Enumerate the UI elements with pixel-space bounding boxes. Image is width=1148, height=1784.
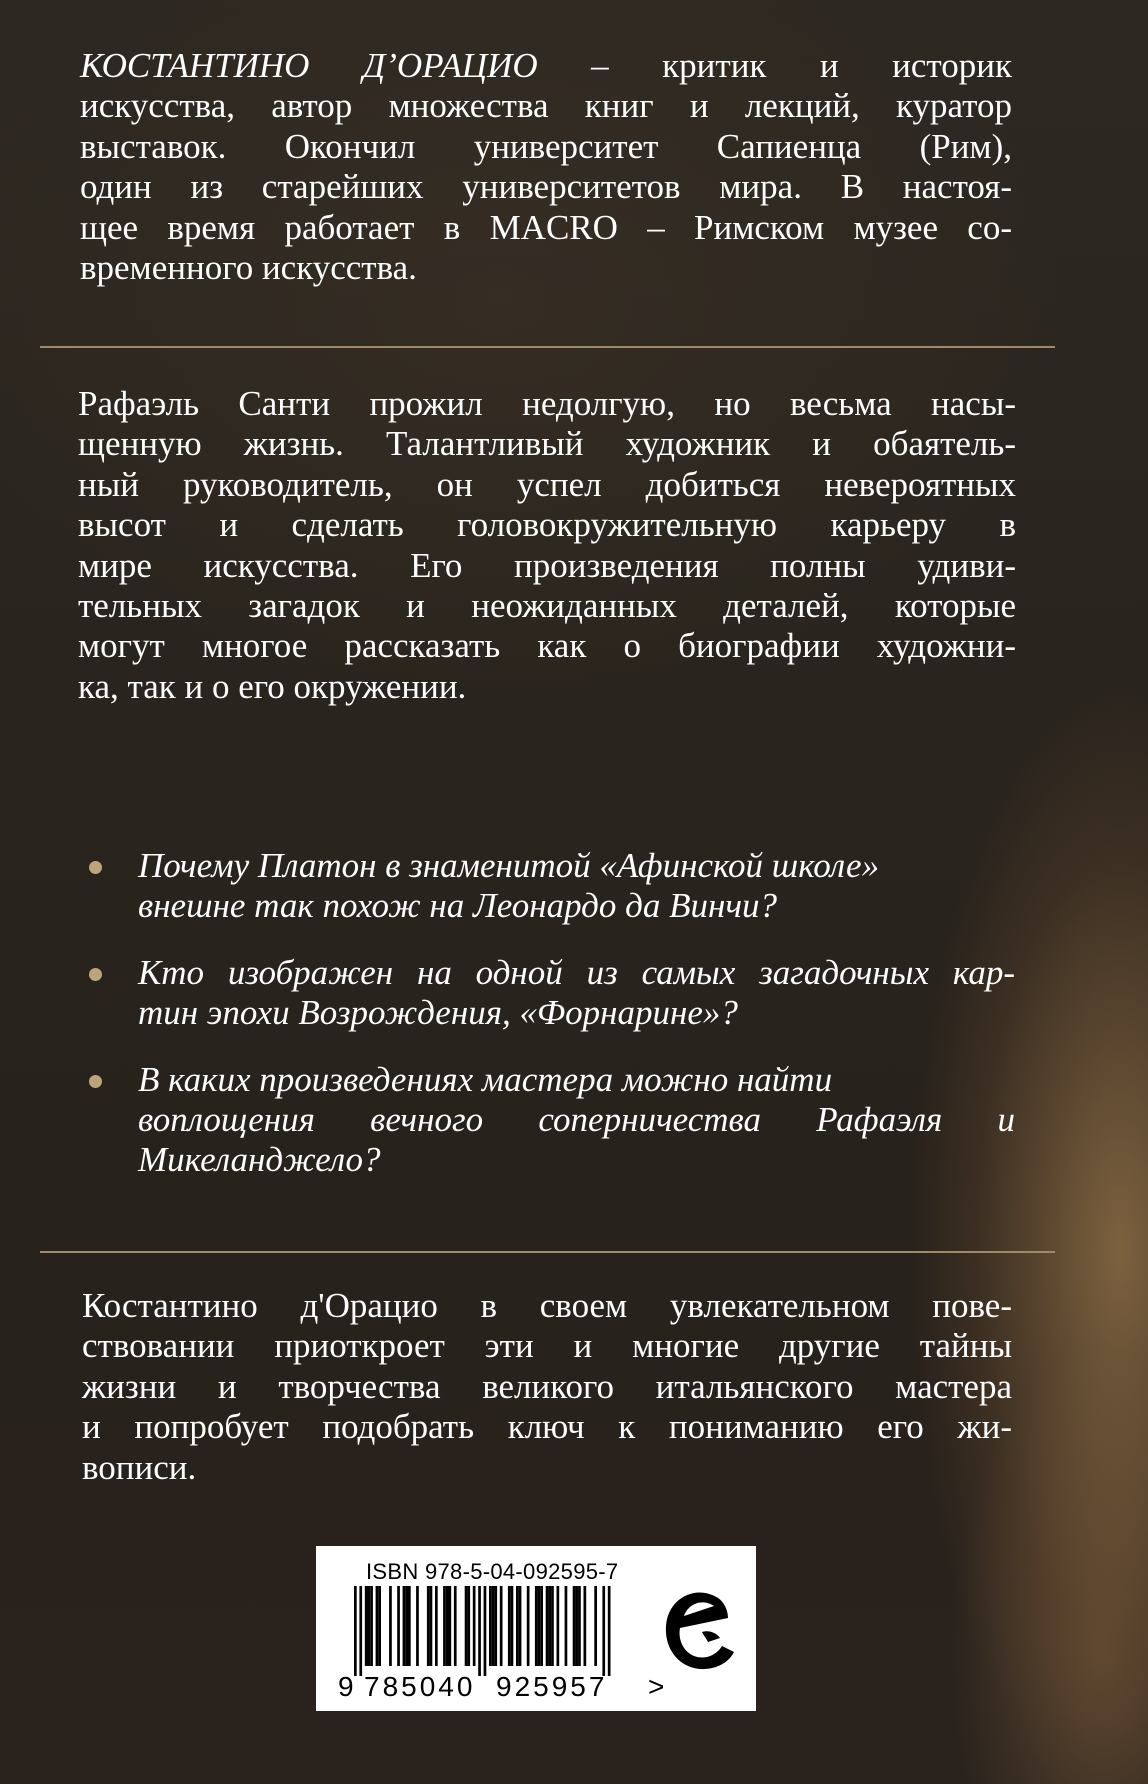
barcode-bar [443,1586,446,1666]
desc-line-3: ный руководитель, он успел добиться невероятных [78,464,1016,504]
barcode-digit-first: 9 [338,1671,354,1702]
barcode-arrow: > [648,1671,665,1702]
question-item: В каких произведениях мастера можно найти воплощения вечного соперничества Рафаэля и Микеланджело? [85,1060,1015,1181]
barcode-bar [575,1586,578,1666]
barcode-bar [359,1586,362,1676]
barcode-bar [511,1586,514,1666]
barcode-bar [473,1586,476,1666]
bullet-dot-icon [89,968,102,981]
barcode-bar [376,1586,379,1666]
concl-line-5: вописи. [82,1447,197,1487]
barcode-bar [489,1586,492,1666]
concl-line-2: ствовании приоткроет эти и многие другие тайны [82,1326,1012,1366]
concl-line-4: и попробует подобрать ключ к пониманию его жи- [82,1407,1012,1447]
barcode-bar [508,1586,511,1666]
barcode-bar [405,1586,408,1666]
desc-line-4: высот и сделать головокружительную карьеру в [78,505,1016,545]
barcode-bar [484,1586,487,1676]
concl-line-3: жизни и творчества великого итальянского мастера [82,1366,1012,1406]
barcode-bar [370,1586,373,1666]
barcode-bar [494,1586,497,1666]
barcode-bar [435,1586,438,1666]
barcode-bar [449,1586,452,1666]
author-bio [80,46,1012,288]
barcode-bar [430,1586,433,1666]
desc-line-2: щенную жизнь. Талантливый художник и обаятель- [78,424,1016,464]
barcode-bar [408,1586,411,1666]
desc-line-7: могут многое рассказать как о биографии художни- [78,626,1016,666]
concl-line-1: Костантино д'Орацио в своем увлекательном пове- [82,1286,1012,1325]
barcode-bar [584,1586,587,1666]
barcode-bar [467,1586,470,1666]
barcode-bar [548,1586,551,1666]
bio-line-6: временного искусства. [80,248,417,288]
description [78,384,1016,707]
barcode-digits-left: 785040 [364,1671,476,1702]
divider-top [40,346,1055,348]
bio-line-3: выставок. Окончил университет Сапиенца (Рим), [80,126,1012,166]
barcode-bar [608,1586,611,1676]
barcode-bar [416,1586,419,1666]
barcode-bar [546,1586,549,1666]
bullet-dot-icon [89,861,102,874]
bio-line-5: щее время работает в MACRO – Римском музее со- [80,207,1012,247]
conclusion [82,1286,1012,1488]
barcode-bar [551,1586,554,1666]
bio-line-1: КОСТАНТИНО Д’ОРАЦИО – критик и историк [80,46,1012,85]
isbn-barcode-panel [316,1546,756,1711]
barcode-bar [368,1586,371,1666]
barcode-bar [403,1586,406,1666]
divider-bottom [40,1251,1055,1253]
desc-line-1: Рафаэль Санти прожил недолгую, но весьма насы- [78,384,1016,423]
barcode-bar [602,1586,605,1676]
desc-line-5: мире искусства. Его произведения полны удиви- [78,545,1016,585]
barcode-bar [427,1586,430,1666]
barcode-bar [578,1586,581,1666]
barcode-bar [540,1586,543,1666]
bio-line-4: один из старейших университетов мира. В настоя- [80,167,1012,207]
barcode-bar [454,1586,457,1666]
barcode-icon [336,1586,646,1676]
desc-line-6: тельных загадок и неожиданных деталей, которые [78,586,1016,626]
author-name: КОСТАНТИНО Д’ОРАЦИО [80,46,538,85]
barcode-bar [527,1586,530,1666]
barcode-bar [565,1586,568,1666]
bullet-dot-icon [89,1075,102,1088]
barcode-bar [557,1586,560,1666]
barcode-bar [389,1586,392,1666]
isbn-label: ISBN 978-5-04-092595-7 [366,1559,619,1584]
barcode-bar [519,1586,522,1666]
barcode-bar [573,1586,576,1666]
barcode-digits-right: 925957 [496,1671,608,1702]
barcode-bar [465,1586,468,1666]
desc-line-8: ка, так и о его окружении. [78,666,467,706]
barcode-bar [594,1586,597,1666]
question-item: Кто изображен на одной из самых загадочных кар- тин эпохи Возрождения, «Форнарине»? [85,953,1015,1034]
barcode-bar [478,1586,481,1676]
barcode-bar [516,1586,519,1666]
barcode-bar [378,1586,381,1666]
barcode-bar [535,1586,538,1666]
bio-line-2: искусства, автор множества книг и лекций, куратор [80,86,1012,126]
barcode-bar [538,1586,541,1666]
eksmo-e-logo-icon [656,1576,736,1686]
question-list [85,846,1015,1207]
barcode-bar [354,1586,357,1676]
question-item: Почему Платон в знаменитой «Афинской школе» внешне так похож на Леонардо да Винчи? [85,846,1015,927]
barcode-bar [500,1586,503,1666]
barcode-bar [397,1586,400,1666]
barcode-bar [492,1586,495,1666]
barcode-bar [446,1586,449,1666]
barcode-bar [365,1586,368,1666]
